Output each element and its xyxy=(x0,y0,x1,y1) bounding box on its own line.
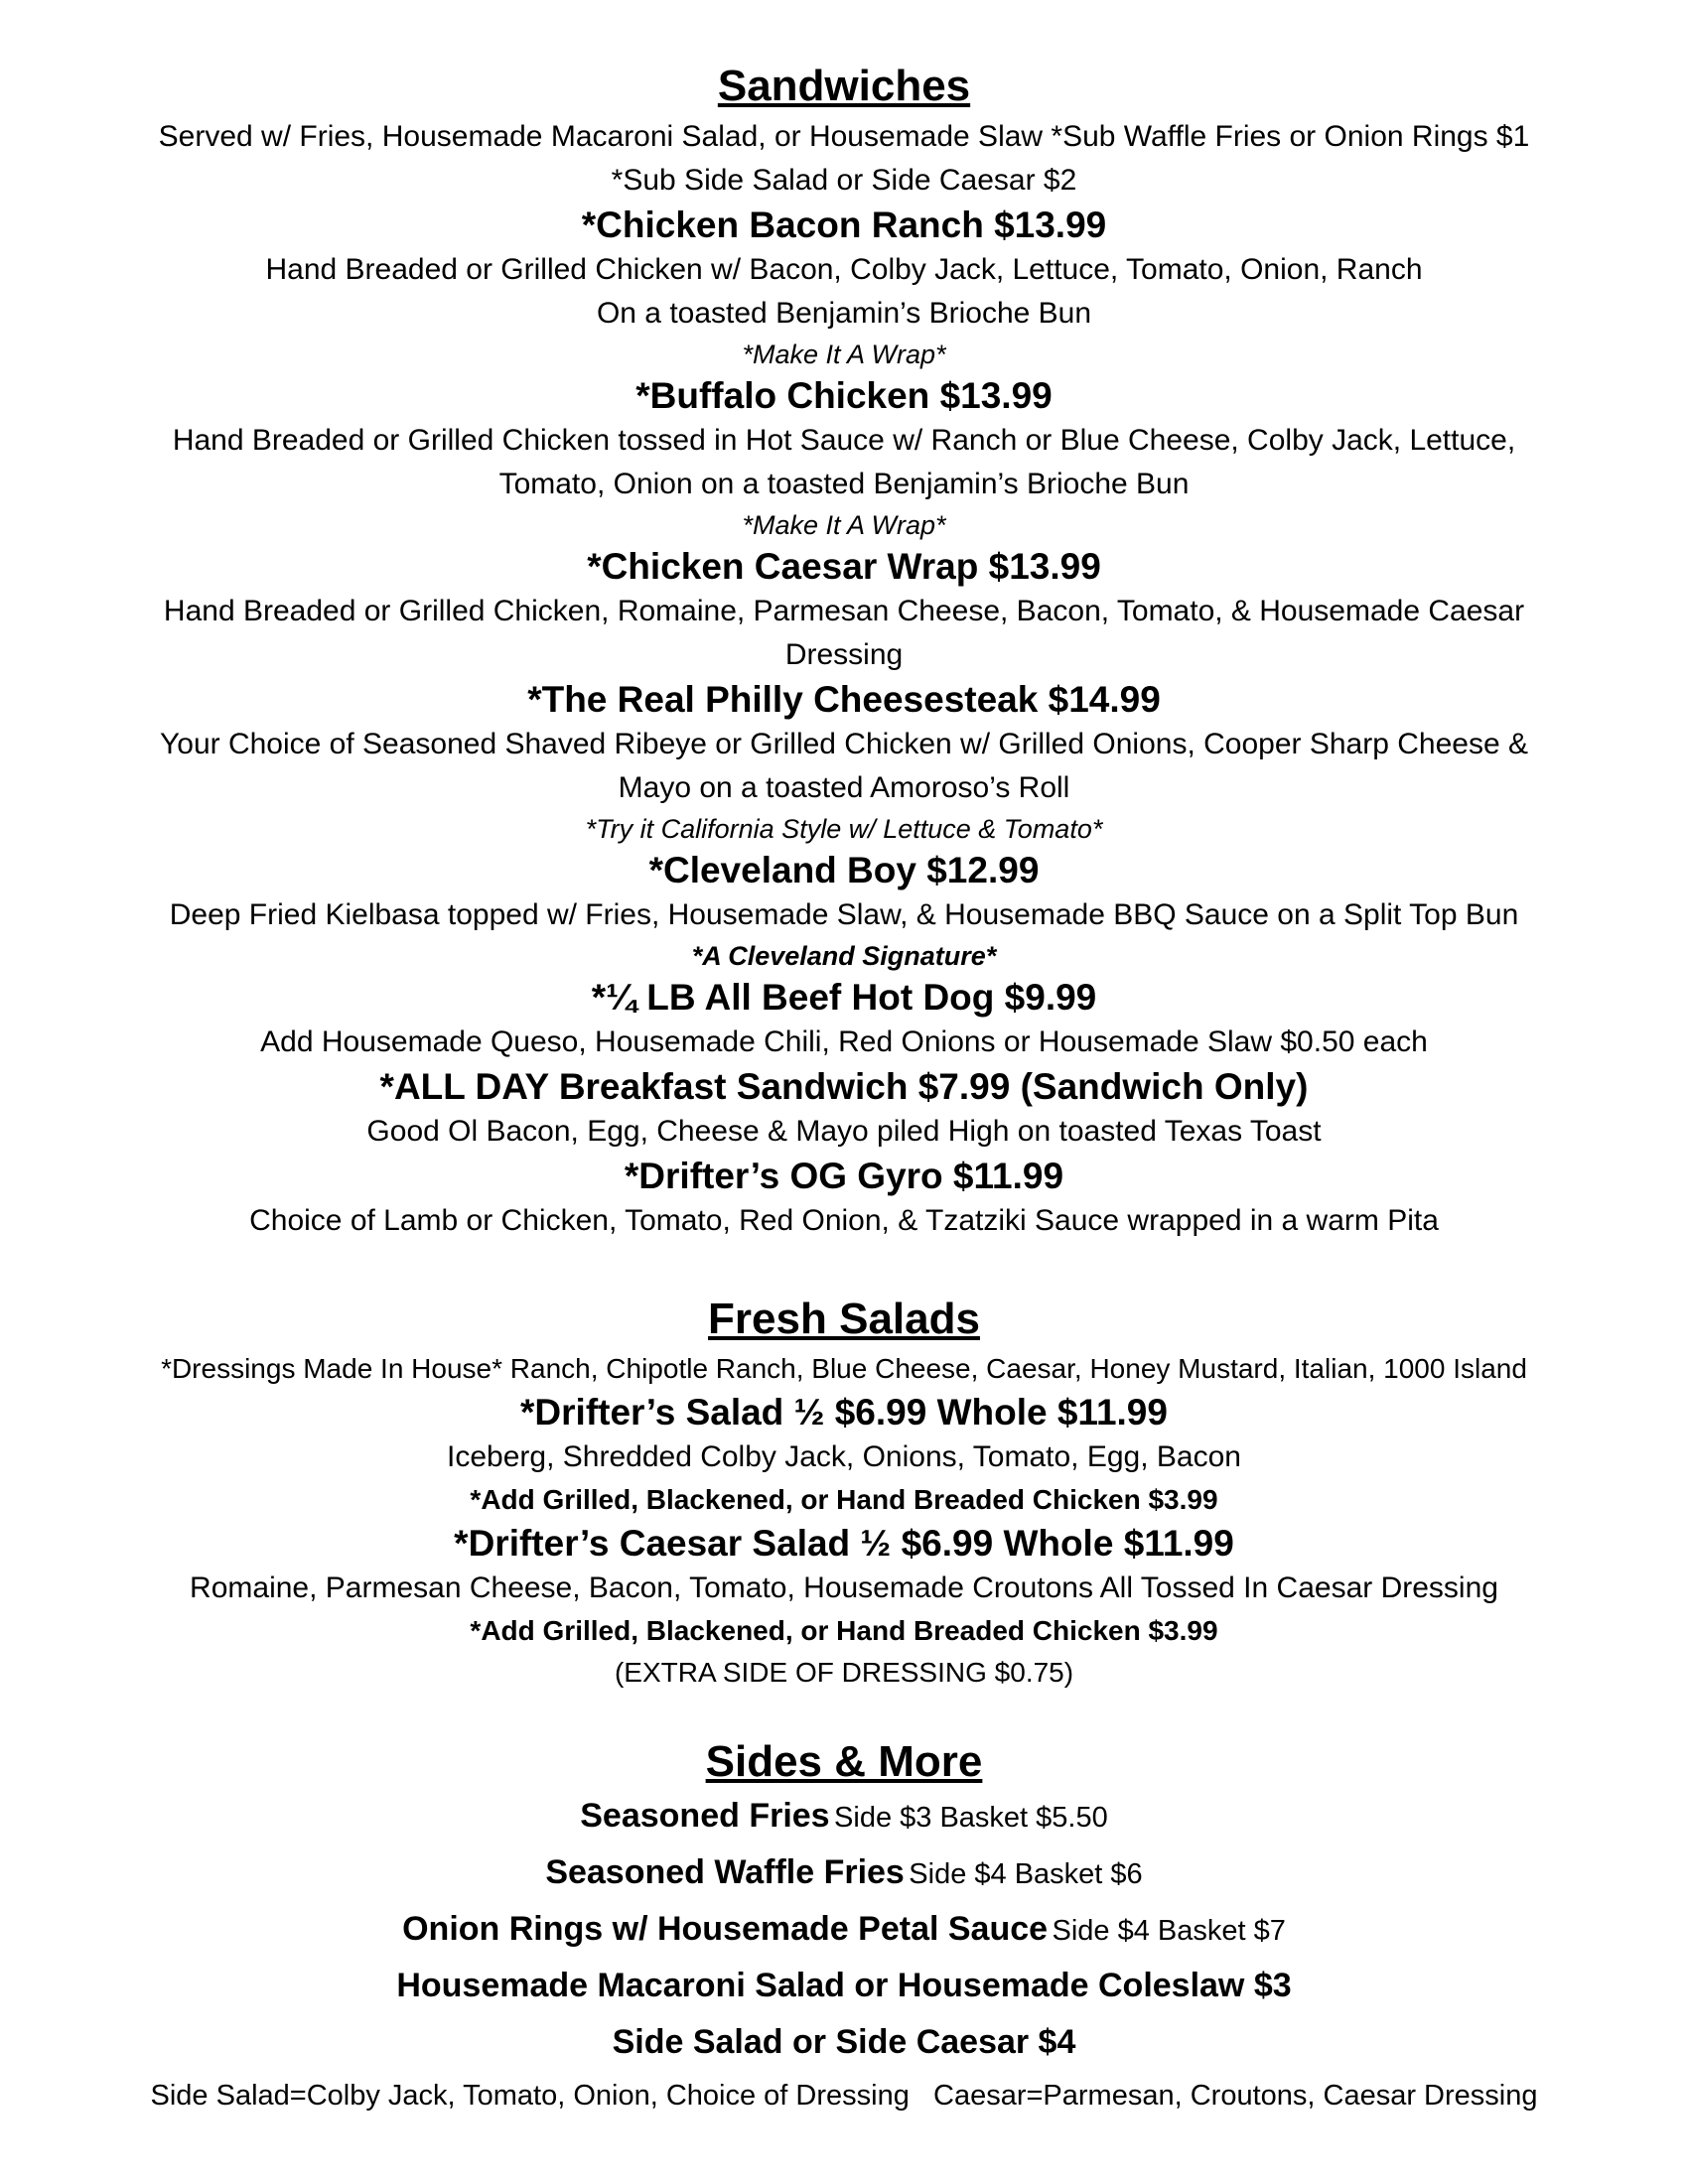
side-name: Housemade Macaroni Salad or Housemade Coleslaw $3 xyxy=(396,1967,1292,2004)
item-description: Choice of Lamb or Chicken, Tomato, Red Onion, & Tzatziki Sauce wrapped in a warm Pita xyxy=(249,1204,1439,1237)
section-spacer xyxy=(0,1243,1688,1291)
item-description: Mayo on a toasted Amoroso’s Roll xyxy=(618,771,1070,804)
side-item xyxy=(0,1847,1688,1904)
menu-item xyxy=(0,1521,1688,1652)
side-item xyxy=(0,1904,1688,1961)
item-description: Tomato, Onion on a toasted Benjamin’s Brioche Bun xyxy=(498,468,1190,500)
side-price: Side $4 Basket $7 xyxy=(1052,1915,1286,1947)
item-addon: *Add Grilled, Blackened, or Hand Breaded Chicken $3.99 xyxy=(470,1484,1218,1515)
item-description: Hand Breaded or Grilled Chicken, Romaine, Parmesan Cheese, Bacon, Tomato, & Housemade Caesar xyxy=(163,595,1525,627)
item-description: On a toasted Benjamin’s Brioche Bun xyxy=(596,297,1092,330)
item-description: Hand Breaded or Grilled Chicken w/ Bacon, Colby Jack, Lettuce, Tomato, Onion, Ranch xyxy=(265,253,1423,286)
side-name: Onion Rings w/ Housemade Petal Sauce xyxy=(402,1910,1049,1948)
menu-item xyxy=(0,1064,1688,1154)
item-title: *Chicken Bacon Ranch $13.99 xyxy=(581,205,1107,245)
item-description: Iceberg, Shredded Colby Jack, Onions, Tomato, Egg, Bacon xyxy=(447,1440,1241,1473)
sides-footer-note: Side Salad=Colby Jack, Tomato, Onion, Choice of Dressing Caesar=Parmesan, Croutons, Caesar Dressing xyxy=(150,2080,1538,2112)
sandwiches-intro-line: *Sub Side Salad or Side Caesar $2 xyxy=(611,164,1077,197)
sandwiches-intro-line: Served w/ Fries, Housemade Macaroni Salad, or Housemade Slaw *Sub Waffle Fries or Onion Rings $1 xyxy=(158,120,1530,153)
sandwiches-heading: Sandwiches xyxy=(717,62,971,110)
side-item xyxy=(0,1791,1688,1847)
dressings-intro: *Dressings Made In House* Ranch, Chipotle Ranch, Blue Cheese, Caesar, Honey Mustard, Italian, 1000 Island xyxy=(161,1353,1527,1384)
item-title: *Cleveland Boy $12.99 xyxy=(648,850,1040,890)
menu-item xyxy=(0,975,1688,1064)
item-note: *Try it California Style w/ Lettuce & Tomato* xyxy=(585,814,1103,844)
item-description: Deep Fried Kielbasa topped w/ Fries, Housemade Slaw, & Housemade BBQ Sauce on a Split Top Bun xyxy=(169,898,1519,931)
sides-heading: Sides & More xyxy=(705,1737,983,1786)
item-title: *The Real Philly Cheesesteak $14.99 xyxy=(527,679,1161,720)
sides-section xyxy=(0,1733,1688,2117)
salads-section xyxy=(0,1291,1688,1694)
side-name: Seasoned Waffle Fries xyxy=(545,1853,905,1891)
side-price: Side $4 Basket $6 xyxy=(909,1858,1143,1890)
item-title: *¼ LB All Beef Hot Dog $9.99 xyxy=(591,977,1097,1018)
extra-dressing-note: (EXTRA SIDE OF DRESSING $0.75) xyxy=(614,1657,1074,1688)
side-item xyxy=(0,1961,1688,2017)
side-name: Seasoned Fries xyxy=(580,1797,830,1835)
menu-item xyxy=(0,848,1688,975)
item-title: *Buffalo Chicken $13.99 xyxy=(635,375,1053,416)
menu-item xyxy=(0,1154,1688,1243)
item-title: *Drifter’s OG Gyro $11.99 xyxy=(624,1156,1064,1196)
item-description: Dressing xyxy=(784,638,904,671)
salads-heading: Fresh Salads xyxy=(708,1295,980,1343)
item-description: Good Ol Bacon, Egg, Cheese & Mayo piled High on toasted Texas Toast xyxy=(366,1115,1322,1148)
side-item xyxy=(0,2017,1688,2074)
menu-item xyxy=(0,1390,1688,1521)
item-addon: *Add Grilled, Blackened, or Hand Breaded Chicken $3.99 xyxy=(470,1615,1218,1646)
item-title: *Chicken Caesar Wrap $13.99 xyxy=(587,546,1101,587)
section-spacer xyxy=(0,1694,1688,1733)
item-title: *Drifter’s Salad ½ $6.99 Whole $11.99 xyxy=(520,1392,1168,1433)
item-title: *ALL DAY Breakfast Sandwich $7.99 (Sandwich Only) xyxy=(379,1066,1309,1107)
item-description: Add Housemade Queso, Housemade Chili, Red Onions or Housemade Slaw $0.50 each xyxy=(260,1025,1428,1058)
side-name: Side Salad or Side Caesar $4 xyxy=(612,2023,1076,2061)
item-description: Hand Breaded or Grilled Chicken tossed in Hot Sauce w/ Ranch or Blue Cheese, Colby Jack, Lettuce, xyxy=(172,424,1516,457)
menu-item xyxy=(0,373,1688,544)
menu-item xyxy=(0,677,1688,848)
item-note: *Make It A Wrap* xyxy=(742,510,946,540)
item-description: Romaine, Parmesan Cheese, Bacon, Tomato, Housemade Croutons All Tossed In Caesar Dressing xyxy=(190,1571,1498,1604)
menu-item xyxy=(0,203,1688,373)
item-note: *Make It A Wrap* xyxy=(742,340,946,369)
item-description: Your Choice of Seasoned Shaved Ribeye or Grilled Chicken w/ Grilled Onions, Cooper Sharp Cheese & xyxy=(160,728,1528,760)
side-price: Side $3 Basket $5.50 xyxy=(834,1802,1108,1834)
item-signature-note: *A Cleveland Signature* xyxy=(691,941,997,971)
menu-item xyxy=(0,544,1688,677)
item-title: *Drifter’s Caesar Salad ½ $6.99 Whole $11.99 xyxy=(454,1523,1234,1564)
sandwiches-section xyxy=(0,58,1688,1243)
